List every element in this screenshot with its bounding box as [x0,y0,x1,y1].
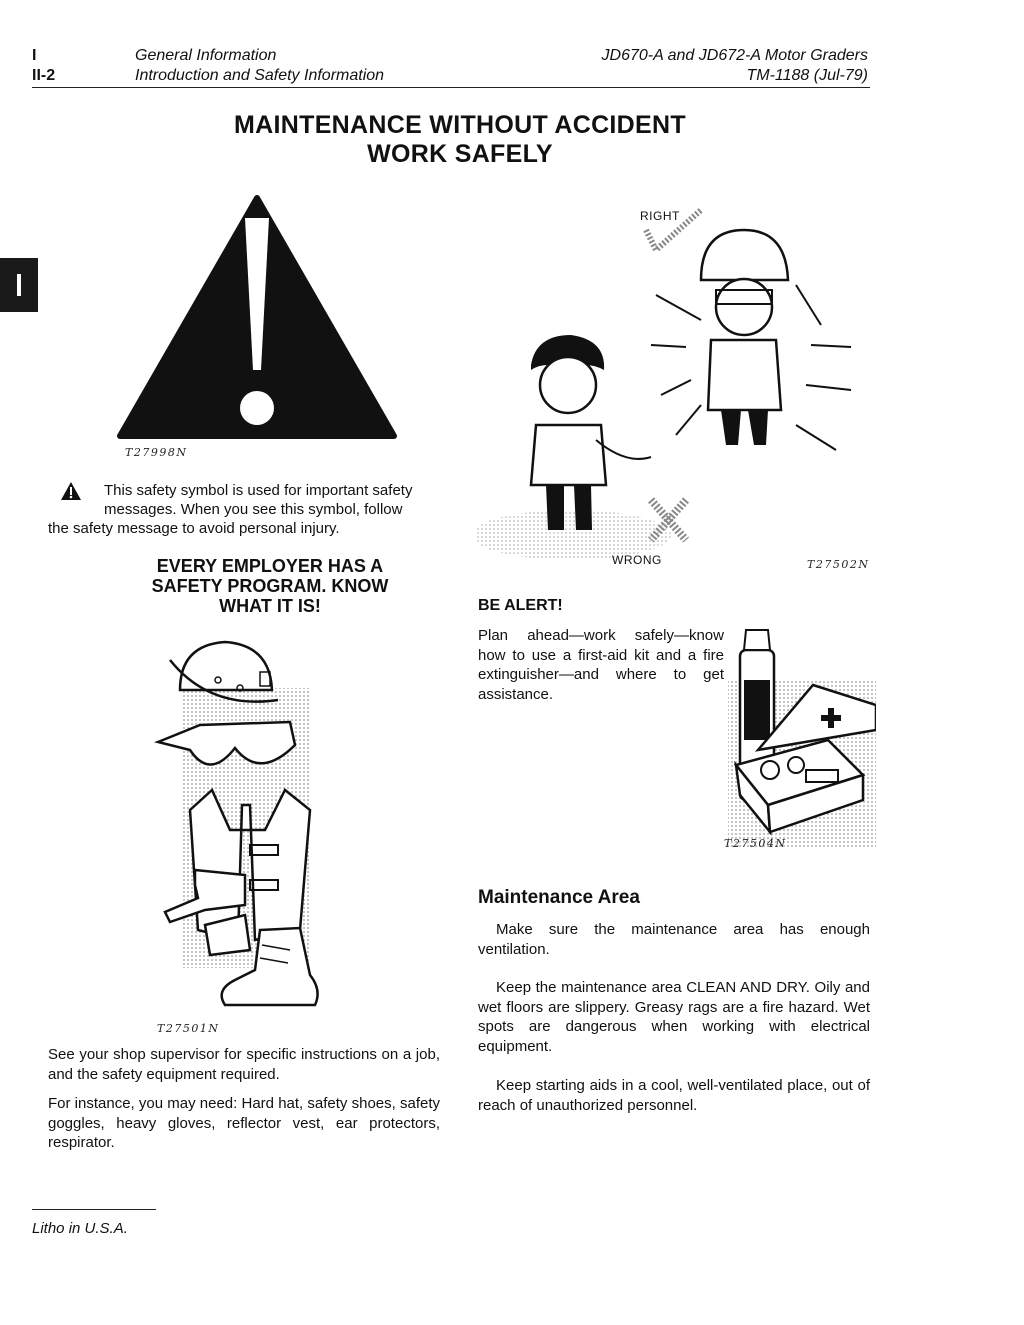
figure-code-right-wrong: T27502N [807,558,870,571]
figure-code-equipment: T27501N [157,1022,220,1035]
program-heading-line1: EVERY EMPLOYER HAS A [156,556,384,576]
subchapter-title: Introduction and Safety Information [135,67,385,84]
figure-code-first-aid: T27504N [724,837,787,850]
right-wrong-illustration [476,195,876,575]
warning-text-line1: This safety symbol is used for important safety [104,482,413,499]
maintenance-paragraph-2: Keep the maintenance area CLEAN AND DRY. Oily and wet floors are slippery. Greasy rags are a fire hazard. Wet spots are dangerous when working with electrical equipment. [478,979,870,1055]
chapter-title: General Information [135,47,277,64]
small-safety-alert-icon [60,481,82,501]
warning-text-line3: the safety message to avoid personal injury. [48,520,340,537]
be-alert-text: Plan ahead—work safely—know how to use a first-aid kit and a fire extinguisher—and where to get assistance. [478,627,724,703]
safety-equipment-illustration [150,630,330,1020]
product-name: JD670-A and JD672-A Motor Graders [601,47,868,64]
footer-text: Litho in U.S.A. [32,1220,128,1237]
safety-alert-icon [112,190,402,445]
section-number: I [32,47,37,64]
warning-text-line2: messages. When you see this symbol, follow [104,501,403,518]
section-tab [0,258,38,312]
program-heading-line3: WHAT IT IS! [219,596,321,616]
page-subtitle: WORK SAFELY [367,140,553,168]
maintenance-paragraph-1: Make sure the maintenance area has enough ventilation. [478,921,870,958]
maintenance-paragraph-3: Keep starting aids in a cool, well-ventilated place, out of reach of unauthorized personnel. [478,1077,870,1114]
program-heading-line2: SAFETY PROGRAM. KNOW [151,576,389,596]
first-aid-extinguisher-illustration [718,620,876,852]
program-paragraph-1: See your shop supervisor for specific instructions on a job, and the safety equipment required. [48,1046,440,1083]
footer-rule [32,1209,156,1210]
right-worker-hard-hat-icon [701,230,788,280]
right-label: RIGHT [640,209,680,223]
program-paragraph-2: For instance, you may need: Hard hat, safety shoes, safety goggles, heavy gloves, reflector vest, ear protectors, respirator. [48,1095,440,1151]
safety-goggles-icon [158,722,295,765]
maintenance-area-heading: Maintenance Area [478,887,640,908]
page-title: MAINTENANCE WITHOUT ACCIDENT [234,111,686,139]
page-number: II-2 [32,67,56,84]
manual-number: TM-1188 (Jul-79) [746,67,868,84]
figure-code-warning: T27998N [125,446,188,459]
be-alert-heading: BE ALERT! [478,597,563,614]
wrong-label: WRONG [612,553,662,567]
header-rule [32,87,870,88]
